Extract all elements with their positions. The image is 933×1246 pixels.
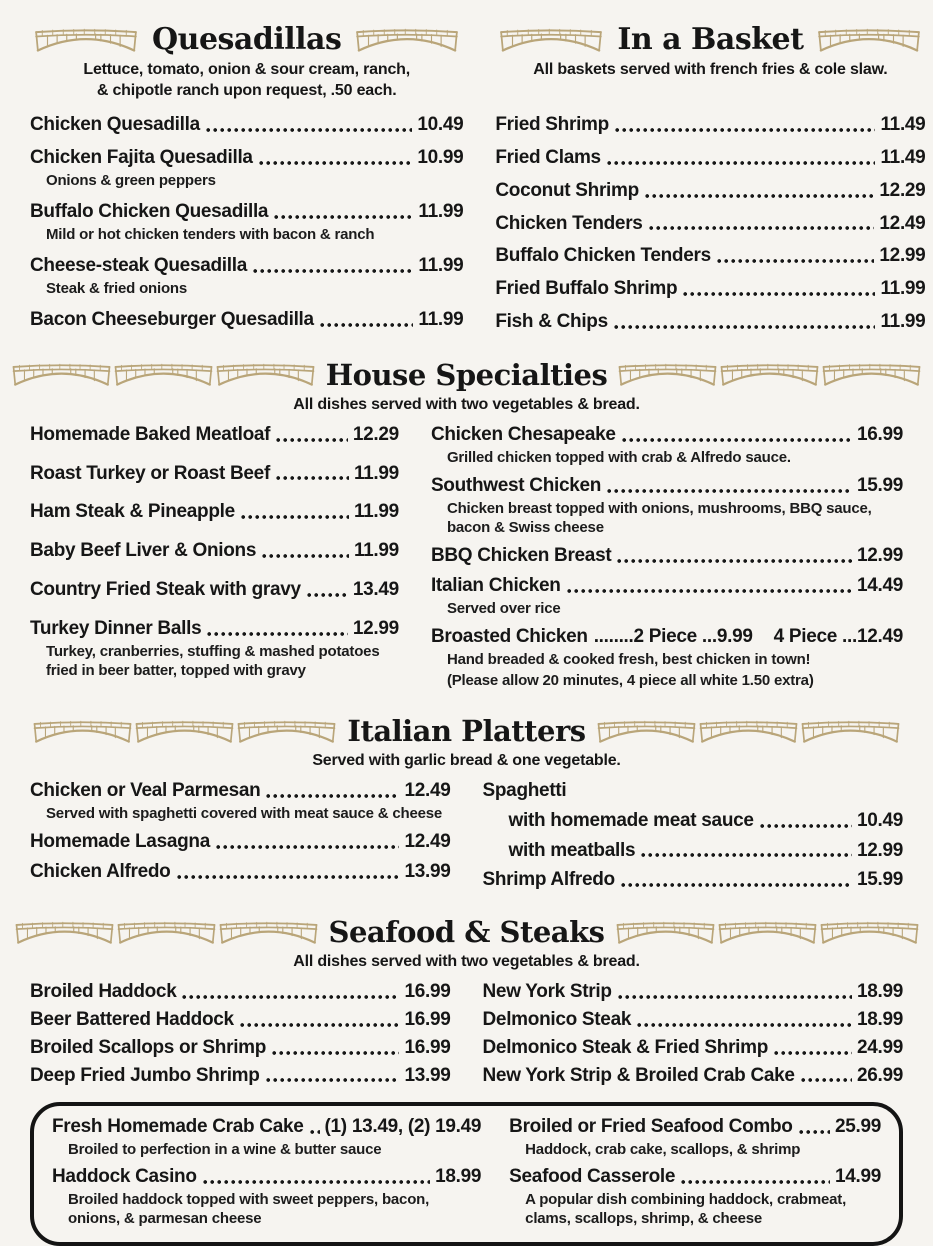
menu-item-row <box>431 475 903 497</box>
dotted-leader <box>645 194 874 198</box>
dotted-leader <box>615 128 876 132</box>
item-price: 15.99 <box>856 869 903 891</box>
menu-item-row <box>30 540 399 562</box>
item-description: Grilled chicken topped with crab & Alfredo sauce. <box>446 448 791 466</box>
menu-item-row <box>30 255 463 277</box>
item-price: 12.49 <box>404 830 451 852</box>
menu-item-row <box>30 1037 451 1059</box>
item-description: Served over rice <box>446 599 561 617</box>
section-header <box>30 915 903 949</box>
item-price: 11.99 <box>353 501 399 523</box>
bridge-ornament-icon <box>30 26 142 54</box>
bridge-ornament-icon <box>698 718 799 745</box>
menu-item <box>483 1065 904 1087</box>
bridge-ornament-icon <box>495 26 607 54</box>
dotted-leader <box>262 554 349 558</box>
menu-item-row <box>495 311 925 333</box>
item-price: 18.99 <box>856 981 903 1003</box>
dotted-leader <box>253 269 413 273</box>
menu-item-row <box>30 1065 451 1087</box>
item-price: 10.49 <box>856 809 903 831</box>
menu-item <box>483 1037 904 1059</box>
menu-item-row <box>30 579 399 601</box>
item-description: Haddock, crab cake, scallops, & shrimp <box>525 1141 801 1159</box>
item-name: Fried Buffalo Shrimp <box>495 278 678 300</box>
item-name: with homemade meat sauce <box>508 809 754 831</box>
bridge-ornament-icon <box>215 361 316 388</box>
dotted-leader <box>272 1051 399 1055</box>
bridge-ornament-icon <box>14 919 115 946</box>
item-price: 11.99 <box>880 311 926 333</box>
subtitle-line: Lettuce, tomato, onion & sour cream, ranch, <box>83 61 410 78</box>
dotted-leader <box>607 489 852 493</box>
menu-item <box>483 810 904 832</box>
item-name: Country Fried Steak with gravy <box>30 579 301 601</box>
bridge-ornament-icon <box>236 718 337 745</box>
menu-item <box>483 840 904 862</box>
item-price: 12.29 <box>879 179 926 201</box>
menu-item <box>52 1166 481 1228</box>
menu-item-row <box>30 114 463 136</box>
item-name: Southwest Chicken <box>430 474 602 496</box>
bridge-ornament-icon <box>596 718 697 745</box>
menu-item-row <box>495 213 925 235</box>
dotted-leader <box>276 438 348 442</box>
dotted-leader <box>614 325 876 329</box>
menu-item <box>30 618 399 680</box>
item-name: Fried Shrimp <box>495 114 609 135</box>
item-price: 11.99 <box>418 200 464 222</box>
menu-item-row <box>495 147 925 169</box>
item-name: Beer Battered Haddock <box>30 1008 234 1030</box>
box-left-list <box>52 1116 481 1235</box>
item-name: Homemade Baked Meatloaf <box>30 423 271 445</box>
menu-item <box>483 1009 904 1031</box>
item-name: Bacon Cheeseburger Quesadilla <box>30 308 314 330</box>
menu-item <box>495 147 925 169</box>
item-description: Chicken breast topped with onions, mushrooms, BBQ sauce, bacon & Swiss cheese <box>446 499 872 536</box>
menu-item-row <box>483 1037 904 1059</box>
item-price: 16.99 <box>404 1036 451 1058</box>
item-price: 15.99 <box>856 474 903 496</box>
item-price: 14.99 <box>834 1166 881 1188</box>
menu-item <box>30 540 399 562</box>
item-name: Cheese-steak Quesadilla <box>30 254 247 276</box>
dotted-leader <box>618 995 852 999</box>
dotted-leader <box>203 1180 430 1184</box>
item-price: 11.99 <box>418 308 464 330</box>
section-subtitle: Served with garlic bread & one vegetable. <box>312 752 621 770</box>
section-in-a-basket <box>495 22 925 344</box>
quesadillas-list <box>30 114 463 331</box>
dotted-leader <box>240 1023 400 1027</box>
item-price: 4 Piece ...12.49 <box>773 625 903 647</box>
menu-item <box>30 255 463 298</box>
item-description: Broiled haddock topped with sweet peppers, bacon, onions, & parmesan cheese <box>68 1191 430 1228</box>
dotted-leader <box>649 226 875 230</box>
item-name: Chicken Quesadilla <box>30 114 200 135</box>
dotted-leader <box>617 559 852 563</box>
dotted-leader <box>206 128 412 132</box>
menu-item <box>30 1065 451 1087</box>
bridge-ornament-icon <box>719 361 820 388</box>
section-subtitle: All baskets served with french fries & cole slaw. <box>533 61 888 78</box>
featured-items-box <box>30 1102 903 1245</box>
menu-item <box>30 831 451 853</box>
basket-list <box>495 114 925 333</box>
item-price: 12.29 <box>352 423 399 445</box>
menu-item-row <box>52 1166 481 1188</box>
bridge-ornament-icon <box>11 361 112 388</box>
dotted-leader <box>759 640 769 644</box>
top-sections <box>30 22 926 344</box>
bridge-ornament-group <box>11 361 316 388</box>
item-price: 13.99 <box>404 860 451 882</box>
menu-item-row <box>30 501 399 523</box>
menu-item-row <box>483 981 904 1003</box>
menu-item <box>431 575 903 618</box>
menu-item-row <box>52 1116 481 1138</box>
dotted-leader <box>241 515 349 519</box>
dotted-leader <box>641 853 852 857</box>
item-price: 12.99 <box>856 544 903 566</box>
menu-item-row <box>30 147 463 169</box>
item-price: 11.49 <box>880 114 926 135</box>
menu-item <box>30 861 451 883</box>
item-name: Turkey Dinner Balls <box>30 617 202 639</box>
dotted-leader <box>310 1130 320 1134</box>
bridge-ornament-group <box>617 361 922 388</box>
item-description: Mild or hot chicken tenders with bacon & ranch <box>46 225 375 243</box>
item-name: Fresh Homemade Crab Cake <box>52 1116 304 1138</box>
menu-item-row <box>483 780 904 802</box>
section-title: Quesadillas <box>152 22 342 57</box>
dotted-leader <box>274 215 413 219</box>
dotted-leader <box>607 161 876 165</box>
bridge-ornament-icon <box>32 718 133 745</box>
dotted-leader <box>760 824 852 828</box>
dotted-leader <box>182 995 399 999</box>
menu-item-row <box>30 861 451 883</box>
section-house-specialties <box>30 358 903 698</box>
house-right-list <box>431 424 903 698</box>
item-price: 11.99 <box>353 540 399 562</box>
menu-item-row <box>483 1065 904 1087</box>
item-price: 11.99 <box>880 278 926 300</box>
item-price: 13.99 <box>404 1064 451 1086</box>
item-description: Served with spaghetti covered with meat sauce & cheese <box>46 804 443 822</box>
dotted-leader <box>774 1051 852 1055</box>
menu-item <box>30 501 399 523</box>
item-price: 26.99 <box>856 1064 903 1086</box>
menu-item <box>495 180 925 202</box>
item-name: Broiled Haddock <box>30 981 177 1003</box>
item-name: Chicken or Veal Parmesan <box>30 779 261 801</box>
menu-item-row <box>431 575 903 597</box>
menu-item-row <box>30 463 399 485</box>
item-name: Chicken Chesapeake <box>430 423 616 445</box>
item-name: Italian Chicken <box>430 574 561 596</box>
menu-item-row <box>483 1009 904 1031</box>
menu-item <box>431 545 903 567</box>
item-name: Broiled or Fried Seafood Combo <box>509 1116 793 1138</box>
item-price: 18.99 <box>856 1008 903 1030</box>
menu-item <box>30 424 399 446</box>
item-price: 11.49 <box>880 146 926 168</box>
section-title: In a Basket <box>617 22 804 57</box>
subtitle-line: & chipotle ranch upon request, .50 each. <box>96 81 397 99</box>
section-header <box>30 358 903 392</box>
menu-item-row <box>483 869 904 891</box>
item-name: BBQ Chicken Breast <box>430 544 612 566</box>
bridge-ornament-group <box>14 919 319 946</box>
section-title: Seafood & Steaks <box>328 915 605 950</box>
bridge-ornament-group <box>615 919 920 946</box>
box-right-list <box>509 1116 881 1235</box>
item-name: Fish & Chips <box>495 311 608 333</box>
item-price: 10.99 <box>417 146 464 168</box>
item-price: 18.99 <box>435 1166 482 1188</box>
seafood-left-list <box>30 981 451 1092</box>
item-description: Onions & green peppers <box>46 171 216 189</box>
menu-item <box>483 981 904 1003</box>
bridge-ornament-icon <box>218 919 319 946</box>
item-name: Delmonico Steak <box>482 1008 632 1030</box>
section-header <box>495 22 925 57</box>
item-price: 16.99 <box>856 423 903 445</box>
menu-item-row <box>509 1166 881 1188</box>
dotted-leader <box>799 1130 830 1134</box>
item-description: Hand breaded & cooked fresh, best chicken in town! <box>446 650 811 668</box>
dotted-leader <box>259 161 413 165</box>
menu-item <box>431 475 903 537</box>
dotted-leader <box>177 875 400 879</box>
item-name: Delmonico Steak & Fried Shrimp <box>482 1036 769 1058</box>
item-name: with meatballs <box>508 839 636 861</box>
menu-item <box>30 579 399 601</box>
bridge-ornament-group <box>596 718 901 745</box>
menu-item <box>495 311 925 333</box>
bridge-ornament-icon <box>819 919 920 946</box>
item-name: Chicken Alfredo <box>30 860 171 882</box>
menu-item-row <box>495 180 925 202</box>
item-description: Steak & fried onions <box>46 279 188 297</box>
dotted-leader <box>567 589 852 593</box>
menu-item-row <box>431 545 903 567</box>
menu-item <box>509 1116 881 1159</box>
item-price: (1) 13.49, (2) 19.49 <box>324 1116 482 1138</box>
menu-item-row <box>431 626 903 648</box>
menu-item-row <box>30 780 451 802</box>
menu-item <box>30 981 451 1003</box>
item-price: 12.49 <box>879 212 926 234</box>
item-description: (Please allow 20 minutes, 4 piece all white 1.50 extra) <box>446 671 814 689</box>
dotted-leader <box>621 883 852 887</box>
menu-item <box>30 309 463 331</box>
item-price: 24.99 <box>856 1036 903 1058</box>
dotted-leader <box>683 292 875 296</box>
item-description: Turkey, cranberries, stuffing & mashed potatoes fried in beer batter, topped with gravy <box>46 642 380 679</box>
item-description: Broiled to perfection in a wine & butter sauce <box>68 1141 382 1159</box>
dotted-leader <box>276 476 349 480</box>
menu-item <box>30 201 463 244</box>
item-price: 13.49 <box>352 579 399 601</box>
seafood-right-list <box>483 981 904 1092</box>
section-italian-platters <box>30 714 903 899</box>
item-name: Ham Steak & Pineapple <box>30 501 235 523</box>
menu-item <box>431 424 903 467</box>
bridge-ornament-group <box>32 718 337 745</box>
item-price: 14.49 <box>856 574 903 596</box>
section-subtitle: All dishes served with two vegetables & bread. <box>293 953 640 971</box>
item-name: Shrimp Alfredo <box>482 869 615 891</box>
item-name: Haddock Casino <box>52 1166 197 1188</box>
dotted-leader <box>266 1078 400 1082</box>
italian-right-list <box>483 780 904 899</box>
dotted-leader <box>801 1078 852 1082</box>
italian-left-list <box>30 780 451 891</box>
item-price: 11.99 <box>418 254 464 276</box>
item-description: A popular dish combining haddock, crabmeat, clams, scallops, shrimp, & cheese <box>525 1191 847 1228</box>
menu-item <box>495 213 925 235</box>
menu-item <box>52 1116 481 1159</box>
bridge-ornament-icon <box>134 718 235 745</box>
menu-item-row <box>30 981 451 1003</box>
item-name: New York Strip & Broiled Crab Cake <box>482 1064 795 1086</box>
menu-item <box>483 869 904 891</box>
item-inline-price: ........2 Piece ...9.99 <box>593 625 753 647</box>
menu-item <box>495 278 925 300</box>
item-name: Seafood Casserole <box>509 1166 676 1188</box>
item-name: Roast Turkey or Roast Beef <box>30 462 270 484</box>
menu-item <box>495 114 925 136</box>
menu-item <box>30 147 463 190</box>
dotted-leader <box>207 632 348 636</box>
item-price: 12.99 <box>352 617 399 639</box>
dotted-leader <box>637 1023 852 1027</box>
item-price: 11.99 <box>353 462 399 484</box>
item-price: 16.99 <box>404 1008 451 1030</box>
menu-item-row <box>509 1116 881 1138</box>
menu-item-row <box>30 309 463 331</box>
item-name: Spaghetti <box>482 779 567 801</box>
section-subtitle <box>30 60 463 106</box>
section-title: Italian Platters <box>347 714 586 749</box>
menu-item <box>30 780 451 823</box>
menu-item <box>509 1166 881 1228</box>
bridge-ornament-icon <box>113 361 214 388</box>
item-name: New York Strip <box>482 981 612 1003</box>
item-name: Buffalo Chicken Tenders <box>495 245 711 267</box>
item-name: Fried Clams <box>495 146 601 168</box>
section-seafood-steaks <box>30 915 903 1245</box>
dotted-leader <box>216 845 399 849</box>
item-name: Coconut Shrimp <box>495 179 639 201</box>
menu-item-row <box>431 424 903 446</box>
menu-item-row <box>495 278 925 300</box>
section-subtitle: All dishes served with two vegetables & bread. <box>293 395 640 413</box>
menu-item-row <box>30 618 399 640</box>
menu-item-row <box>483 840 904 862</box>
bridge-ornament-icon <box>813 26 925 54</box>
dotted-leader <box>681 1180 830 1184</box>
item-price: 16.99 <box>404 981 451 1003</box>
section-title: House Specialties <box>325 357 608 392</box>
item-name: Deep Fried Jumbo Shrimp <box>30 1064 260 1086</box>
section-quesadillas <box>30 22 463 344</box>
bridge-ornament-icon <box>717 919 818 946</box>
bridge-ornament-icon <box>800 718 901 745</box>
menu-item-row <box>30 201 463 223</box>
section-header <box>30 22 463 57</box>
dotted-leader <box>320 323 414 327</box>
item-name: Chicken Fajita Quesadilla <box>30 146 253 168</box>
item-name: Homemade Lasagna <box>30 830 210 852</box>
bridge-ornament-icon <box>116 919 217 946</box>
item-price: 25.99 <box>834 1116 881 1138</box>
menu-item <box>30 1037 451 1059</box>
dotted-leader <box>307 593 348 597</box>
menu-item <box>30 1009 451 1031</box>
bridge-ornament-icon <box>821 361 922 388</box>
item-name: Chicken Tenders <box>495 212 643 234</box>
menu-item <box>431 626 903 690</box>
item-price: 12.49 <box>404 779 451 801</box>
section-header <box>30 714 903 748</box>
item-price: 10.49 <box>417 114 464 135</box>
item-price: 12.99 <box>856 839 903 861</box>
menu-item-row <box>30 831 451 853</box>
menu-item <box>495 245 925 267</box>
house-left-list <box>30 424 399 697</box>
item-name: Baby Beef Liver & Onions <box>30 540 257 562</box>
dotted-leader <box>717 259 875 263</box>
menu-item <box>30 463 399 485</box>
item-name: Buffalo Chicken Quesadilla <box>30 200 269 222</box>
menu-item-row <box>495 114 925 136</box>
bridge-ornament-icon <box>617 361 718 388</box>
menu-item-row <box>483 810 904 832</box>
bridge-ornament-icon <box>615 919 716 946</box>
dotted-leader <box>622 438 852 442</box>
menu-item-row <box>495 245 925 267</box>
dotted-leader <box>266 794 399 798</box>
item-name: Broiled Scallops or Shrimp <box>30 1036 267 1058</box>
menu-item <box>483 780 904 802</box>
item-price: 12.99 <box>879 245 926 267</box>
menu-item-row <box>30 1009 451 1031</box>
bridge-ornament-icon <box>351 26 463 54</box>
item-name: Broasted Chicken <box>430 625 588 647</box>
menu-item <box>30 114 463 136</box>
menu-item-row <box>30 424 399 446</box>
